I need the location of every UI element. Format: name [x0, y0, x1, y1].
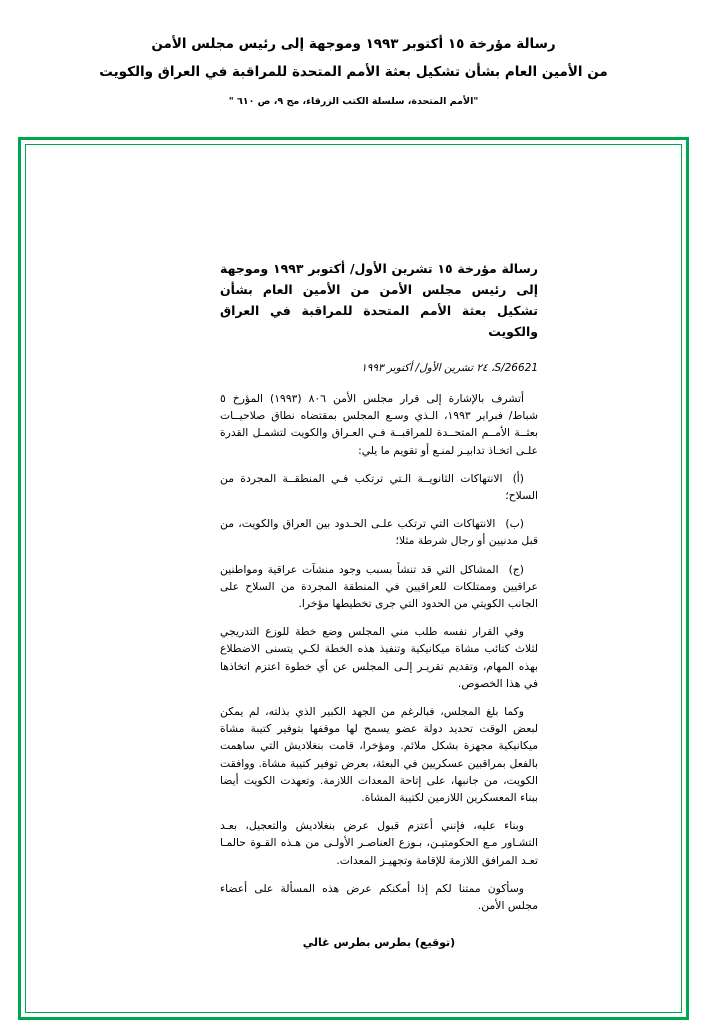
signature-line: (توقيع) بطرس بطرس غالي [302, 936, 456, 950]
list-item-text: المشاكل التي قد تنشأ بسبب وجود منشآت عراقية ومواطنين عراقيين وممتلكات للعراقيين في المنطقة المجردة من السلاح على الجانب الكويتي من الحدود التي جرى تخطيطها مؤخرا. [220, 562, 538, 611]
list-item-text: الانتهاكات الثانويــة الـتي ترتكب فـي المنطقــة المجردة من السلاح؛ [220, 471, 538, 503]
list-item-marker: (ج) [508, 562, 524, 576]
list-item-text: الانتهاكات التي ترتكب علـى الحـدود بين العراق والكويت، من قبل مدنيين أو رجال شرطة مثلا؛ [220, 517, 538, 548]
green-page-frame [18, 137, 689, 1020]
paragraph-body-1: وفي القرار نفسه طلب مني المجلس وضع خطة للوزع التدريجي لثلاث كتائب مشاة ميكانيكية وتنفيذ هذه الخطة لكـي يتسنى الاضطلاع بهذه المهام، وتقديم تقريـر إلـى المجلس عن أي خطوة اعتزم اتخاذها في هذا الخصوص. [220, 625, 538, 690]
document-reference [220, 360, 538, 376]
header-title-line-2: من الأمين العام بشأن تشكيل بعثة الأمم المتحدة للمراقبة في العراق والكويت [99, 64, 608, 80]
document-header [0, 30, 707, 112]
list-item-marker: (ب) [505, 517, 524, 531]
list-item-marker: (أ) [512, 471, 524, 485]
list-item [220, 470, 538, 504]
paragraph-intro: أتشرف بالإشارة إلى قرار مجلس الأمن ٨٠٦ (١٩٩٣) المؤرخ ٥ شباط/ فبراير ١٩٩٣، الـذي وسـع المجلس بمقتضاه نطاق صلاحيــات بعثــة الأمــم المتحــدة للمراقبــة فـي العـراق والكويت لتشمـل القدرة علـى اتخـاذ تدابيـر لمنـع أو تقويم ما يلي: [220, 392, 538, 457]
document-body [220, 258, 538, 949]
header-title-line-1: رسالة مؤرخة ١٥ أكتوبر ١٩٩٣ وموجهة إلى رئيس مجلس الأمن [151, 36, 556, 52]
paragraph-body-3: وبناء عليه، فإنني أعتزم قبول عرض بنغلاديش والتعجيل، بعـد التشـاور مـع الحكومتيـن، بـوزع العناصـر الأولـى من هـذه القـوة حالمـا تعـد المرافق اللازمة للإقامة وتجهيـز المعدات. [220, 819, 538, 867]
list-item [220, 561, 538, 613]
document-title: رسالة مؤرخة ١٥ تشرين الأول/ أكتوبر ١٩٩٣ وموجهة إلى رئيس مجلس الأمن من الأمين العام بشأن تشكيل بعثة الأمم المتحدة للمراقبة في العراق والكويت [220, 261, 538, 339]
paragraph-body-4: وسأكون ممتنا لكم إذا أمكنكم عرض هذه المسألة على أعضاء مجلس الأمن. [220, 881, 538, 913]
document-reference-code: S/26621، ٢٤ تشرين الأول/ أكتوبر ١٩٩٣ [361, 362, 538, 374]
header-source-citation: "الأمم المتحدة، سلسلة الكتب الزرقاء، مج ٩، ص ٦١٠ " [228, 96, 479, 107]
paragraph-body-2: وكما بلغ المجلس، فبالرغم من الجهد الكبير الذي بذلته، لم يمكن لبعض الوقت تحديد دولة عضو يسمح لها موقفها بتوفير كتيبة مشاة ميكانيكية مجهزة بشكل ملائم. ومؤخرا، قامت بنغلاديش التي ساهمت بالفعل بمراقبين عسكريين في البعثة، بعرض توفير كتيبة مشاة. ووافقت الكويت، من جانبها، على إتاحة المعدات اللازمة. وتعهدت الكويت أيضا ببناء المعسكرين اللازمين لكتيبة المشاة. [220, 705, 538, 805]
list-item [220, 515, 538, 549]
